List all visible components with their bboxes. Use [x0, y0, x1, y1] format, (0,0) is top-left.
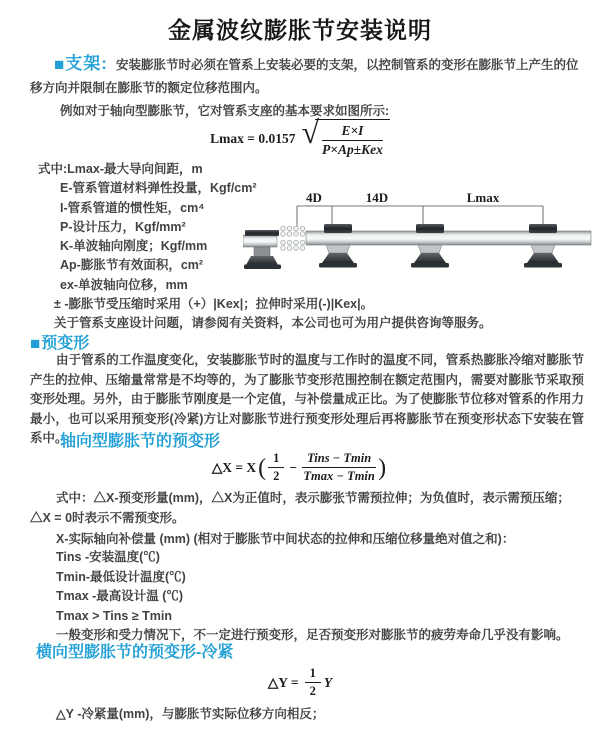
- temp-definition-line: Tmax -最高设计温 (℃): [56, 589, 184, 604]
- formula-lmax-fraction: [322, 123, 383, 158]
- temp-definition-line: Tins -安装温度(℃): [56, 550, 160, 564]
- dim-label-lmax: Lmax: [466, 191, 500, 205]
- fraction-numerator: 1: [305, 666, 321, 683]
- formula-dy-lhs: △Y =: [267, 674, 299, 690]
- sqrt-sign-icon: √: [301, 114, 320, 150]
- definition-line: Ap-膨胀节有效面积，cm²: [60, 258, 204, 273]
- section-support: [30, 52, 582, 123]
- dim-label-14d: 14D: [365, 191, 389, 205]
- sqrt-body: [315, 119, 390, 158]
- definition-line: ± -膨胀节受压缩时采用（+）|Kex|；拉伸时采用(-)|Kex|。: [54, 297, 374, 312]
- fraction-numerator: 1: [268, 451, 284, 468]
- close-paren: ): [378, 454, 387, 481]
- fraction-temperature: [302, 451, 376, 484]
- fraction-numerator: Tins − Tmin: [302, 451, 376, 468]
- pipe: [306, 231, 591, 245]
- formula-lmax: [0, 114, 600, 158]
- axial-x-definition: X-实际轴向补偿量 (mm) (相对于膨胀节中间状态的拉伸和压缩位移量绝对值之和)：: [56, 532, 515, 546]
- definition-line: 关于管系支座设计问题，请参阅有关资料，本公司也可为用户提供咨询等服务。: [54, 316, 492, 331]
- definition-line: ex-单波轴向位移，mm: [60, 277, 188, 292]
- pipe-support-diagram: [243, 191, 595, 283]
- preform-body-paragraph: 由于管系的工作温度变化，安装膨胀节时的温度与工作时的温度不同，管系热膨胀冷缩对膨胀节产生的拉伸、压缩量常常是不均等的，为了膨胀节变形范围控制在额定范围内，需要对膨胀节采取预变形处理。另外，由于膨胀节刚度是一个定值，与补偿量成正比。为了使膨胀节位移对管系的作用力最小，也可以采用预变形(冷紧)方让对膨胀节进行预变形处理后再将膨胀节在预变形状态下安装在管系中。: [30, 353, 584, 445]
- definition-line: 式中:Lmax-最大导向间距，m: [38, 162, 203, 176]
- axial-note-text: 一般变形和受力情况下，不一定进行预变形，足否预变形对膨胀节的疲劳寿命几乎没有影响。: [56, 628, 569, 642]
- formula-delta-y: [0, 666, 600, 699]
- definition-line: K-单波轴向刚度；Kgf/mm: [60, 239, 208, 254]
- fraction-one-half: [268, 451, 284, 484]
- temp-definition-line: Tmax > Tins ≥ Tmin: [56, 608, 173, 623]
- definition-line: P-设计压力，Kgf/mm²: [60, 219, 186, 234]
- fraction-one-half: [305, 666, 321, 699]
- support-lead-text: 安装膨胀节时必须在管系上安装必要的支架，以控制管系的变形在膨胀节上产生的位移方向并限制在膨胀节的额定位移范围内。: [30, 58, 579, 95]
- open-paren: (: [258, 454, 267, 481]
- guide-support: [524, 224, 562, 268]
- section-heading-support: 支架:: [65, 54, 108, 73]
- section-marker-icon: ■: [30, 334, 41, 353]
- fraction-numerator: E×I: [322, 123, 383, 141]
- preform-heading-text: 预变形: [41, 335, 90, 352]
- fraction-denominator: Tmax − Tmin: [303, 469, 375, 483]
- formula-dy-rhs: Y: [323, 674, 333, 690]
- subsection-heading-lateral: 横向型膨胀节的预变形-冷紧: [36, 644, 234, 661]
- minus-operator: −: [289, 459, 298, 475]
- axial-where-paragraph: 式中：△X-预变形量(mm)，△X为正值时，表示膨张节需预拉伸；为负值时，表示需预压缩；△X = 0时表示不需预变形。: [30, 491, 570, 525]
- temperature-definitions-list: [56, 548, 186, 626]
- formula-delta-x: [0, 451, 600, 484]
- temp-definition-line: Tmin-最低设计温度(℃): [56, 569, 186, 584]
- section-marker-icon: ■: [54, 55, 65, 74]
- lateral-note-text: △Y -冷紧量(mm)，与膨胀节实际位移方向相反；: [56, 707, 325, 721]
- formula-dx-lhs: △X = X: [211, 459, 257, 475]
- pipe-support-diagram-svg: [243, 191, 595, 283]
- fraction-denominator: P×Ap±Kex: [322, 142, 383, 157]
- page-title: 金属波纹膨胀节安装说明: [168, 17, 432, 43]
- dim-label-4d: 4D: [306, 191, 322, 205]
- definition-line: E-管系管道材料弹性投量，Kgf/cm²: [60, 181, 257, 196]
- subsection-heading-axial: 轴向型膨胀节的预变形: [60, 433, 221, 450]
- guide-support: [411, 224, 449, 268]
- guide-support: [319, 224, 357, 268]
- bellows: [281, 226, 305, 250]
- definition-line: I-管系管道的惯性矩，cm⁴: [60, 200, 205, 215]
- formula-lmax-lhs: Lmax = 0.0157: [210, 130, 296, 146]
- sqrt-radical: [301, 114, 389, 158]
- fraction-denominator: 2: [273, 469, 280, 483]
- fixed-anchor: [243, 230, 281, 269]
- fraction-denominator: 2: [309, 684, 316, 698]
- support-example-text: 例如对于轴向型膨胀节，它对管系支座的基本要求如图所示:: [60, 104, 390, 118]
- support-intro-paragraph: [30, 52, 582, 100]
